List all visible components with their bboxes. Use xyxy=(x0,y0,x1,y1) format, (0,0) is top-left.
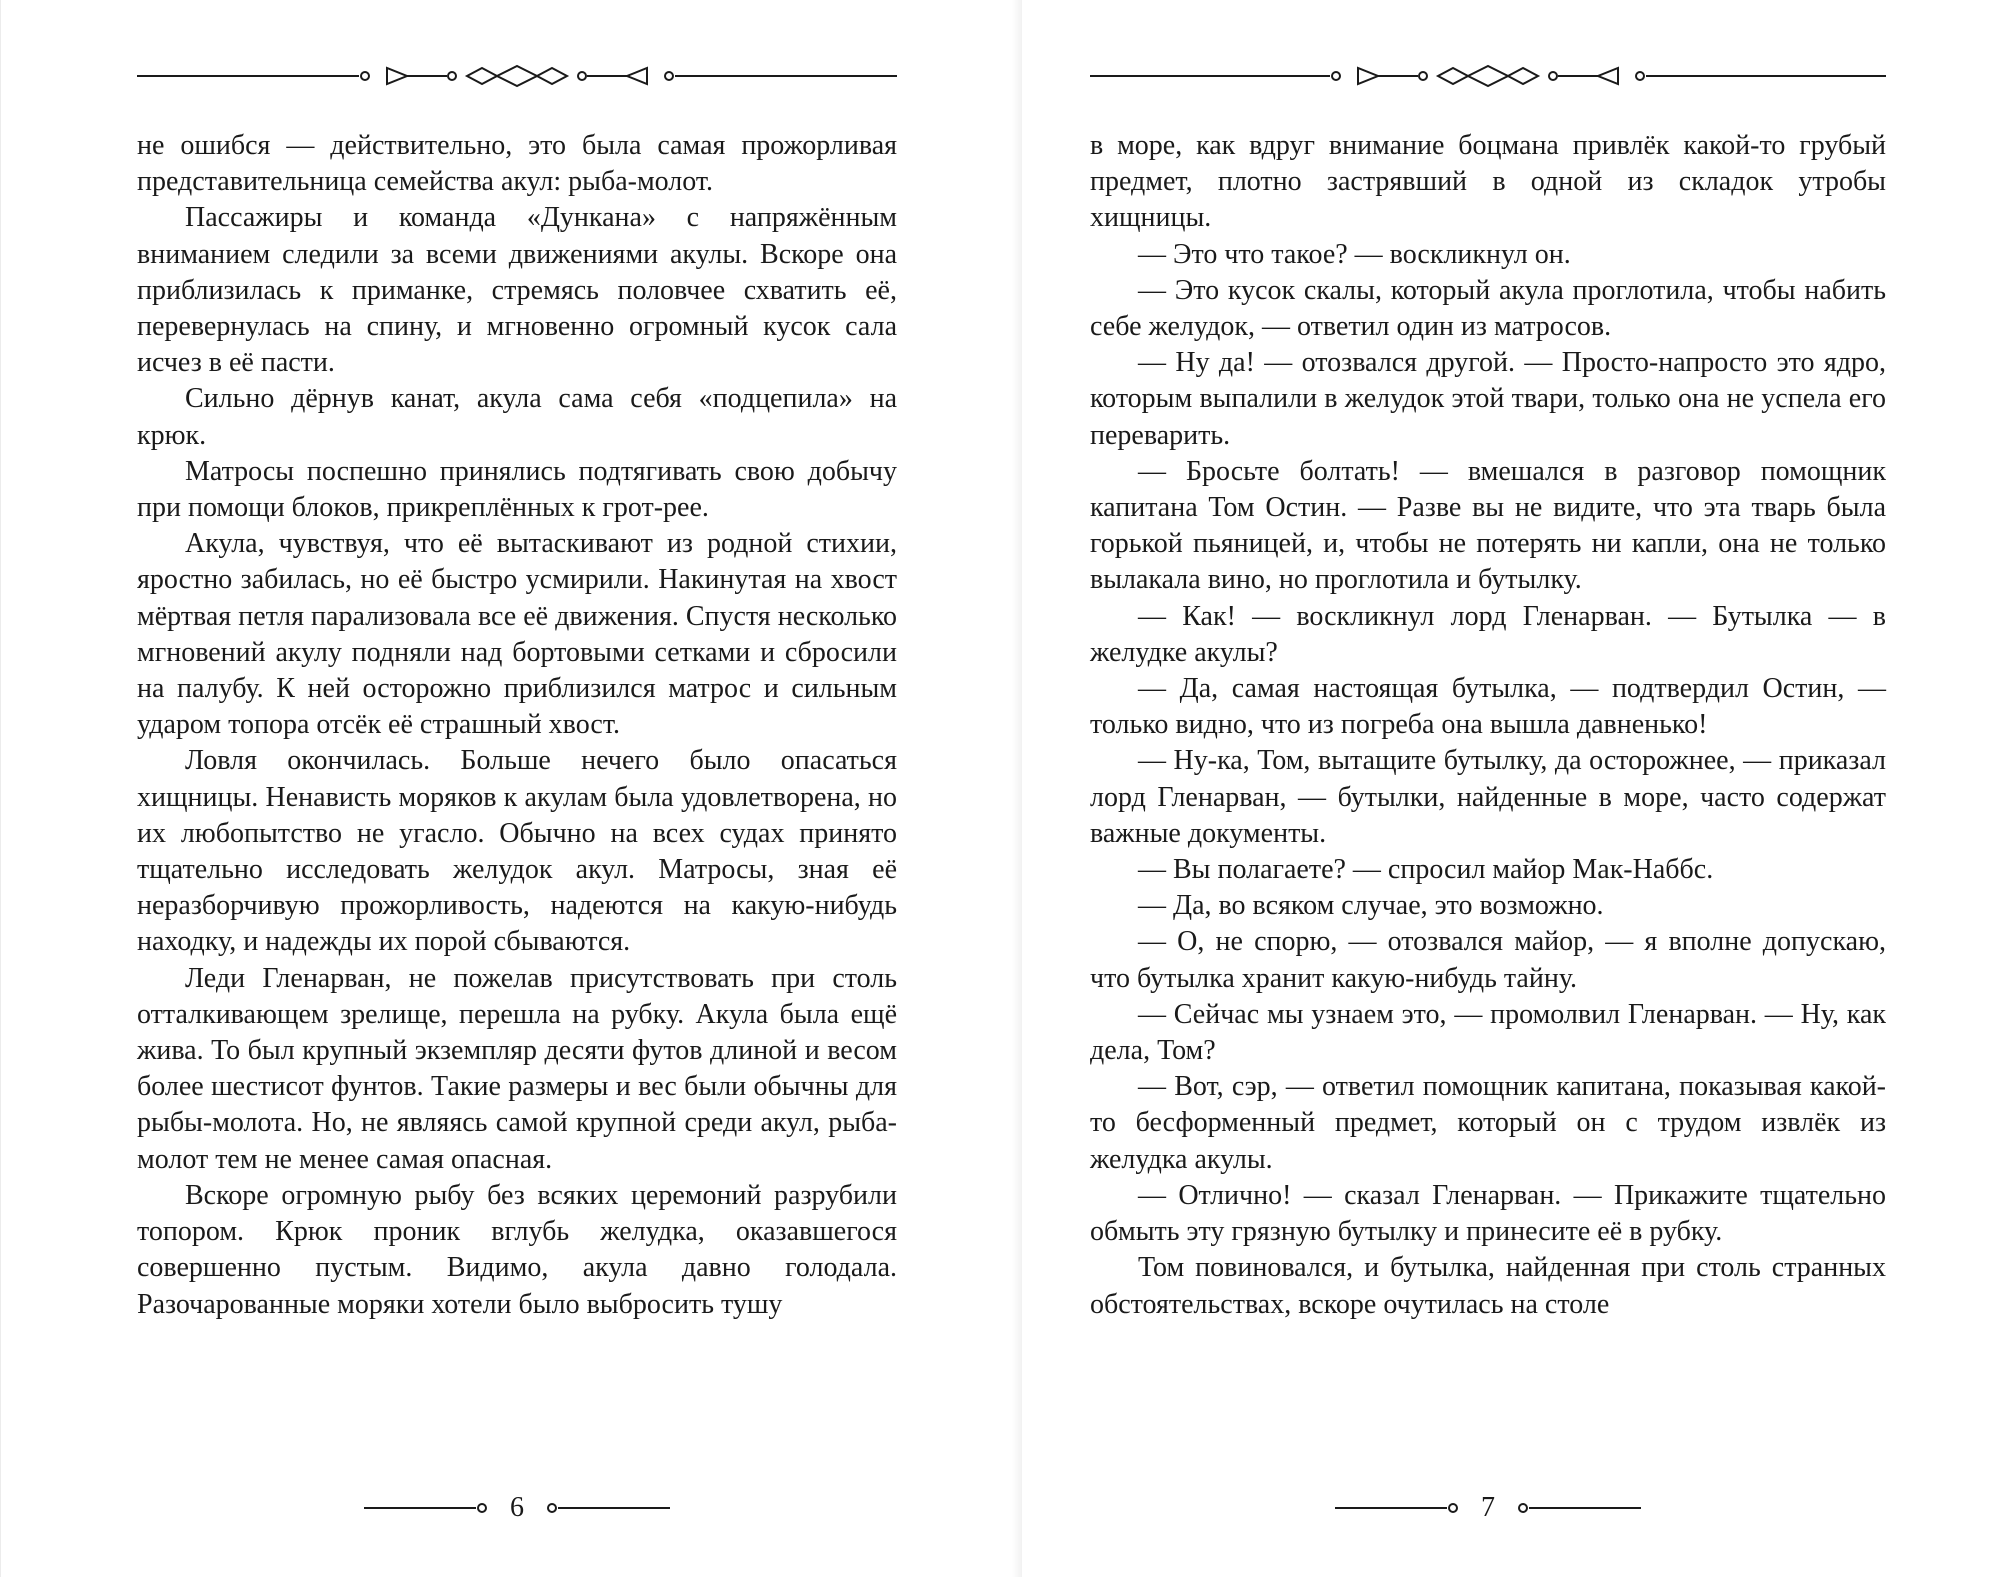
paragraph: Акула, чувствуя, что её вытаскивают из родной стихии, яростно забилась, но её быстро усмирили. Накинутая на хвост мёртвая петля парализовала все её движения. Спустя несколько мгновений акулу подняли над бортовыми сетками и сбросили на палубу. К ней осторожно приблизился матрос и сильным ударом топора отсёк её страшный хвост. xyxy=(137,528,897,741)
paragraph: Леди Гленарван, не пожелав присутствовать при столь отталкивающем зрелище, перешла на рубку. Акула была ещё жива. То был крупный экземпляр десяти футов длиной и весом более шестисот фунтов. Такие размеры и вес были обычны для рыбы-молота. Но, не являясь самой крупной среди акул, рыба-молот тем не менее самая опасная. xyxy=(137,962,897,1175)
paragraph: Сильно дёрнув канат, акула сама себя «подцепила» на крюк. xyxy=(137,383,897,451)
page-number: 6 xyxy=(510,1492,524,1523)
page-number-footer xyxy=(1090,1488,1886,1528)
folio-rule-left-icon xyxy=(1335,1501,1463,1515)
paragraph: — О, не спорю, — отозвался майор, — я вполне допускаю, что бутылка хранит какую-нибудь тайну. xyxy=(1090,926,1886,994)
page-number: 7 xyxy=(1481,1492,1495,1523)
paragraph: Ловля окончилась. Больше нечего было опасаться хищницы. Ненависть моряков к акулам была удовлетворена, но их любопытство не угасло. Обычно на всех судах принято тщательно исследовать желудок акул. Матросы, зная её неразборчивую прожорливость, надеются на какую-нибудь находку, и надежды их порой сбываются. xyxy=(137,745,897,958)
paragraph: — Как! — воскликнул лорд Гленарван. — Бутылка — в желудке акулы? xyxy=(1090,600,1886,668)
folio-rule-right-icon xyxy=(542,1501,670,1515)
folio-rule-right-icon xyxy=(1513,1501,1641,1515)
paragraph: — Ну да! — отозвался другой. — Просто-напросто это ядро, которым выпалили в желудок этой твари, только она не успела его переварить. xyxy=(1090,347,1886,451)
paragraph: в море, как вдруг внимание боцмана привлёк какой-то грубый предмет, плотно застрявший в одной из складок утробы хищницы. xyxy=(1090,130,1886,234)
paragraph: — Вы полагаете? — спросил майор Мак-Наббс. xyxy=(1138,854,1714,886)
paragraph: — Вот, сэр, — ответил помощник капитана, показывая какой-то бесформенный предмет, который он с трудом извлёк из желудка акулы. xyxy=(1090,1071,1886,1175)
paragraph: — Это кусок скалы, который акула проглотила, чтобы набить себе желудок, — ответил один из матросов. xyxy=(1090,274,1886,343)
paragraph: Том повиновался, и бутылка, найденная при столь странных обстоятельствах, вскоре очутилась на столе xyxy=(1090,1252,1886,1320)
paragraph: — Да, во всяком случае, это возможно. xyxy=(1138,890,1604,922)
right-page-text xyxy=(1090,128,1886,1323)
paragraph: — Да, самая настоящая бутылка, — подтвердил Остин, — только видно, что из погреба она вышла давненько! xyxy=(1090,673,1886,741)
paragraph: Вскоре огромную рыбу без всяких церемоний разрубили топором. Крюк проник вглубь желудка, оказавшегося совершенно пустым. Видимо, акула давно голодала. Разочарованные моряки хотели было выбросить тушу xyxy=(137,1179,897,1320)
paragraph: — Это что такое? — воскликнул он. xyxy=(1138,238,1571,270)
folio-rule-left-icon xyxy=(364,1501,492,1515)
left-page-text xyxy=(137,128,897,1323)
paragraph: — Ну-ка, Том, вытащите бутылку, да осторожнее, — приказал лорд Гленарван, — бутылки, найденные в море, часто содержат важные документы. xyxy=(1090,745,1886,849)
paragraph: Пассажиры и команда «Дункана» с напряжённым вниманием следили за всеми движениями акулы. Вскоре она приблизилась к приманке, стремясь половчее схватить её, перевернулась на спину, и мгновенно огромный кусок сала исчез в её пасти. xyxy=(137,202,897,379)
ornament-flourish-icon xyxy=(137,56,897,96)
paragraph: Матросы поспешно принялись подтягивать свою добычу при помощи блоков, прикреплённых к грот-рее. xyxy=(137,455,897,524)
paragraph: — Сейчас мы узнаем это, — промолвил Гленарван. — Ну, как дела, Том? xyxy=(1090,998,1886,1067)
header-ornament xyxy=(1090,56,1886,96)
right-page xyxy=(1022,0,1992,1577)
page-number-footer xyxy=(137,1488,897,1528)
paragraph: — Отлично! — сказал Гленарван. — Прикажите тщательно обмыть эту грязную бутылку и принесите её в рубку. xyxy=(1090,1179,1886,1248)
header-ornament xyxy=(137,56,897,96)
paragraph: не ошибся — действительно, это была самая прожорливая представительница семейства акул: рыба-молот. xyxy=(137,130,897,198)
ornament-flourish-icon xyxy=(1090,56,1886,96)
paragraph: — Бросьте болтать! — вмешался в разговор помощник капитана Том Остин. — Разве вы не видите, что эта тварь была горькой пьяницей, и, чтобы не потерять ни капли, она не только вылакала вино, но проглотила и бутылку. xyxy=(1090,455,1886,596)
